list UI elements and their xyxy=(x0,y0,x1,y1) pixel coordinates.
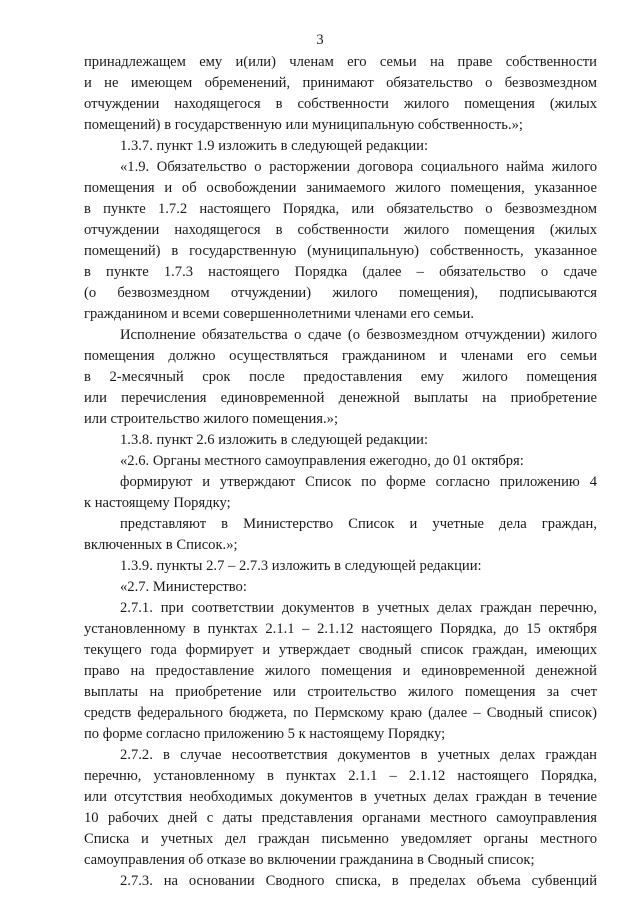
text-line: помещения должно осуществляться гражданином и членами его семьи xyxy=(84,348,597,364)
text-line: гражданином и всеми совершеннолетними членами его семьи. xyxy=(84,306,475,322)
text-line: в пункте 1.7.2 настоящего Порядка, или обязательство о безвозмездном xyxy=(84,201,597,217)
text-line: текущего года формирует и утверждает сводный список граждан, имеющих xyxy=(84,642,597,658)
text-line: в пункте 1.7.3 настоящего Порядка (далее – обязательство о сдаче xyxy=(84,264,597,280)
text-line: установленному в пунктах 2.1.1 – 2.1.12 настоящего Порядка, до 15 октября xyxy=(84,621,597,637)
section-heading-1-3-7: 1.3.7. пункт 1.9 изложить в следующей редакции: xyxy=(120,138,429,154)
section-heading-1-3-8: 1.3.8. пункт 2.6 изложить в следующей редакции: xyxy=(120,432,429,448)
text-line: принадлежащем ему и(или) членам его семьи на праве собственности xyxy=(84,54,597,70)
text-line: Списка и учетных дел граждан письменно уведомляет органы местного xyxy=(84,831,597,847)
text-line: и не имеющем обременений, принимают обязательство о безвозмездном xyxy=(84,75,597,91)
text-line: или строительство жилого помещения.»; xyxy=(84,411,339,427)
text-line: самоуправления об отказе во включении гражданина в Сводный список; xyxy=(84,852,535,868)
text-line: формируют и утверждают Список по форме согласно приложению 4 xyxy=(120,474,597,490)
text-line: 2.7.2. в случае несоответствия документов в учетных делах граждан xyxy=(120,747,597,763)
text-line: 2.7.3. на основании Сводного списка, в пределах объема субвенций xyxy=(120,873,597,889)
text-line: помещений) в государственную или муниципальную собственность.»; xyxy=(84,117,523,133)
text-line: включенных в Список.»; xyxy=(84,537,238,553)
text-line: по форме согласно приложению 5 к настоящему Порядку; xyxy=(84,726,446,742)
text-line: перечню, установленному в пунктах 2.1.1 – 2.1.12 настоящего Порядка, xyxy=(84,768,597,784)
text-line: право на предоставление жилого помещения и единовременной денежной xyxy=(84,663,597,679)
text-line: помещений) в государственную (муниципальную) собственность, указанное xyxy=(84,243,597,259)
text-line: «1.9. Обязательство о расторжении договора социального найма жилого xyxy=(120,159,597,175)
text-line: (о безвозмездном отчуждении) жилого помещения), подписываются xyxy=(84,285,597,301)
text-line: выплаты на приобретение или строительство жилого помещения за счет xyxy=(84,684,597,700)
text-line: в 2-месячный срок после предоставления ему жилого помещения xyxy=(84,369,597,385)
text-line: «2.6. Органы местного самоуправления ежегодно, до 01 октября: xyxy=(120,453,524,469)
text-line: 10 рабочих дней с даты представления органами местного самоуправления xyxy=(84,810,597,826)
text-line: или перечисления единовременной денежной выплаты на приобретение xyxy=(84,390,597,406)
text-line: отчуждении находящегося в собственности жилого помещения (жилых xyxy=(84,96,597,112)
text-line: помещения и об освобождении занимаемого жилого помещения, указанное xyxy=(84,180,597,196)
text-line: Исполнение обязательства о сдаче (о безвозмездном отчуждении) жилого xyxy=(120,327,597,343)
text-line: средств федерального бюджета, по Пермскому краю (далее – Сводный список) xyxy=(84,705,597,721)
text-line: или отсутствия необходимых документов в учетных делах граждан в течение xyxy=(84,789,597,805)
text-line: «2.7. Министерство: xyxy=(120,579,247,595)
page-number: 3 xyxy=(316,32,324,48)
text-line: отчуждении находящегося в собственности жилого помещения (жилых xyxy=(84,222,597,238)
text-line: 2.7.1. при соответствии документов в учетных делах граждан перечню, xyxy=(120,600,597,616)
text-line: представляют в Министерство Список и учетные дела граждан, xyxy=(120,516,597,532)
section-heading-1-3-9: 1.3.9. пункты 2.7 – 2.7.3 изложить в следующей редакции: xyxy=(120,558,482,574)
text-line: к настоящему Порядку; xyxy=(84,495,231,511)
